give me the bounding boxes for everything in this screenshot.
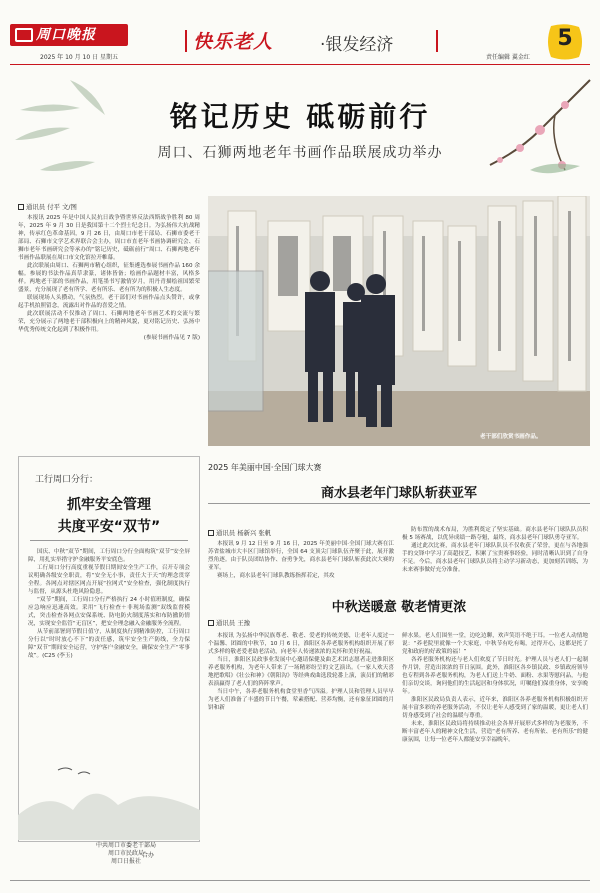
sidebar-rule [30, 540, 188, 541]
page-headline: 铭记历史 砥砺前行 [169, 100, 431, 133]
article3-paragraph: 鲜水果。老人们围坐一堂，边吃边聊，欢声笑语不绝于耳。一位老人动情地说：“养老院里就像一个大家庭，中秋节有吃有喝，过得开心，这都是托了党和政府的好政策的福！” [402, 633, 588, 655]
issue-date: 2025 年 10 月 10 日 星期五 [40, 54, 118, 61]
page-subheadline: 周口、石狮两地老年书画作品联展成功举办 [157, 145, 443, 161]
lead-byline: 通讯员 付平 文/图 [18, 202, 77, 211]
sidebar-title: 抓牢安全管理 [67, 497, 151, 513]
lead-paragraph: 联展现场人头攒动，气氛热烈。老干部们对书画作品点头赞许，或拿起手机拍照留念，流露出对作品的喜爱之情。 [18, 295, 200, 309]
byline-box-icon [18, 204, 24, 210]
sponsor-suffix: 合办 [142, 852, 155, 859]
article2-paragraph: 通过此次比赛，商水县老年门球队队员不仅收获了荣誉，更在与各地强手的交锋中学习了高超技艺，积累了宝贵赛事经验，同时清晰认识到了自身不足。今后，商水县老年门球队队员将主动学习新动态，更加刻苦训练，为未来赛事做好充分准备。 [402, 543, 588, 573]
article2-col1 [208, 540, 394, 580]
article2-col2 [402, 526, 588, 574]
byline-box-icon [208, 620, 214, 626]
article2-rule [208, 503, 590, 504]
section-divider-left [185, 30, 187, 52]
article2-byline: 通讯员 杨新兴 张帆 [208, 528, 271, 537]
editor-credit: 责任编辑 翼金红 [486, 54, 530, 61]
sponsor-line: 周口市民政局 [108, 850, 145, 857]
article2-title: 商水县老年门球队斩获亚军 [320, 486, 477, 501]
sidebar-body [28, 548, 190, 660]
article3-col2 [402, 632, 588, 744]
article3-paragraph: 当日中午，各养老服务机构食堂里香气四溢。护理人员和管理人员早早为老人们准备了丰盛的节日午餐，荤素搭配、营养均衡，还有象征团圆的月饼和新 [208, 689, 394, 711]
article2-paragraph: 赛场上，商水县老年门球队教练指挥若定，其攻 [216, 573, 335, 579]
sidebar-paragraph: “双节”期间，工行周口分行严格执行 24 小时值班制度，确保应急响应迅速高效。采用“飞行检查＋非现场监测”双线监督模式，突击检查各网点安保系统、防电防火制度落实和布防撤防情况，实现安全监管“无盲区”，把安全理念融入金融服务全流程。 [28, 597, 190, 627]
article3-byline: 通讯员 王豫 [208, 618, 250, 627]
article2-kicker: 2025 年美丽中国·全国门球大赛 [208, 463, 322, 472]
lead-continuation: (参展书画作品见 7 版) [143, 335, 200, 341]
page-number: 5 [557, 26, 573, 51]
exhibition-photo [208, 196, 590, 446]
article2-paragraph: 防布置的战术布局，为胜利奠定了坚实基础。商水县老年门球队队员积极 5 场赛战，以优异成绩一路夺魁，最终，商水县老年门球队勇夺亚军。 [402, 527, 588, 541]
masthead-rule [10, 64, 590, 65]
article2-paragraph: 本报讯 9 月 12 日至 9 月 16 日，2025 年美丽中国·全国门球大赛在江苏省盐城市大丰区门球馆举行，全国 64 支顶尖门球队伍齐聚于此，展开激烈角逐。由于队员团结协作、奋勇争先，商水县老年门球队斩获此次大赛的亚军。 [208, 541, 394, 571]
section-subtitle: ·银发经济 [320, 35, 394, 55]
lead-article-body [18, 214, 200, 342]
article3-paragraph: 本报讯 为弘扬中华民族尊老、敬老、爱老的传统美德，让老年人度过一个温馨、团圆的中秋节，10 月 6 日，淮阳区各养老服务机构组织开展了形式多样的敬老爱老助老活动，向老年人传递浓浓的关怀和美好祝福。 [208, 633, 394, 655]
newspaper-logo-icon [15, 28, 33, 42]
photo-caption: 老干部们欣赏书画作品。 [480, 434, 542, 440]
sidebar-kicker: 工行周口分行： [35, 475, 99, 485]
section-divider-right [436, 30, 438, 52]
landscape-decoration-icon [18, 760, 200, 840]
sidebar-title: 共度平安“双节” [57, 519, 161, 535]
article3-paragraph: 各养老服务机构还与老人们欢度了节日时光。护理人员与老人们一起制作月饼，营造出浓浓的节日氛围。此外，淮阳区各乡镇民政、乡镇政府领导也专程到各养老服务机构，为老人们送上牛奶、面粉、水果等慰问品，与他们亲切交谈，询问他们的生活起居和身体状况，叮嘱他们保重身体，安享晚年。 [402, 657, 588, 695]
sidebar-paragraph: 工行周口分行高度重视节假日期间安全生产工作，召开专项会议明确各级安全职责，将“安全无小事，责任大于天”的理念贯穿全程。各网点对辖区网点开展“拉网式”安全检查，强化制度执行与监督，从源头杜绝风险隐患。 [28, 565, 190, 595]
lead-paragraph: 本报讯 2025 年是中国人民抗日战争暨世界反法西斯战争胜利 80 周年，2025 年 9 月 30 日是我国第十二个烈士纪念日。为弘扬伟大抗战精神，传承红色革命基因，9 月 26 日，由周口市老干部局、石狮市委老干部局、石狮市文学艺术界联合会主办，周口市直老年书画协调研究会、石狮市老年书画研究会等承办的“铭记历史，砥砺前行”周口、石狮两地老年书画作品联展在周口市文化馆拉开帷幕。 [18, 215, 200, 261]
lead-paragraph: 此次联展由周口、石狮两市精心组织，征集遴选参展书画作品 160 余幅。参展的书法作品真草隶篆，诸体皆备；绘画作品题材丰富，风格多样。两地老干部的书画作品，用笔墨书写激情岁月，用丹青描绘祖国繁荣盛景，充分展现了老有所学、老有所乐、老有所为的积极人生态度。 [18, 263, 200, 293]
page-bottom-rule [10, 880, 590, 881]
sponsor-line: 中共周口市委老干部局 [96, 842, 157, 849]
bamboo-decoration-icon [10, 70, 160, 200]
article3-col1 [208, 632, 394, 712]
section-title: 快乐老人 [193, 31, 274, 53]
sidebar-paragraph: 国庆、中秋“双节”期间，工行周口分行全面构筑“双节”安全屏障，用扎实举措守护金融服务平安底色。 [28, 549, 190, 563]
lead-paragraph: 此次联展活动不仅推动了周口、石狮两地老年书画艺术的交流与繁荣，充分展示了两地老干部积极向上的精神风貌，更对铭记历史、弘扬中华优秀传统文化起到了积极作用。 [18, 311, 200, 333]
byline-box-icon [208, 530, 214, 536]
brand-name: 周口晚报 [36, 27, 96, 43]
article3-paragraph: 淮阳区民政局负责人表示，近年来，淮阳区各养老服务机构积极组织开展丰富多彩的养老服务活动，不仅让老年人感受到了家的温暖，更让老人们切身感受到了社会的温暖与尊重。 [402, 697, 588, 719]
sidebar-paragraph: 从节前部署到节假日值守，从制度执行到精准防控，工行周口分行以“时时放心不下”的责任感，筑牢安全生产防线，全力保障“双节”期间安全运营，守护客户金融安全，确保安全生产“零事故”。(C25 (李玉) [28, 629, 190, 659]
article3-paragraph: 未来，淮阳区民政局将持续推动社会各界开展形式多样的为老服务，不断丰富老年人的精神文化生活，营造“老有所养、老有所依、老有所乐”的健康氛围，让每一位老年人都能安享幸福晚年。 [402, 721, 588, 743]
sponsor-line: 周口日报社 [111, 858, 142, 865]
article3-paragraph: 当日，淮阳区民政事业发展中心邀请保健及曲艺术团志愿者走进淮阳区养老服务机构，为老年人带来了一场精彩纷呈的文艺演出。《一家人欢天喜地把歌唱》《壮公和神》《朝阳沟》等经典戏曲选段轮番上演，演员们的精彩表演赢得了老人们的阵阵掌声。 [208, 657, 394, 687]
article3-title: 中秋送暖意 敬老情更浓 [331, 600, 467, 615]
